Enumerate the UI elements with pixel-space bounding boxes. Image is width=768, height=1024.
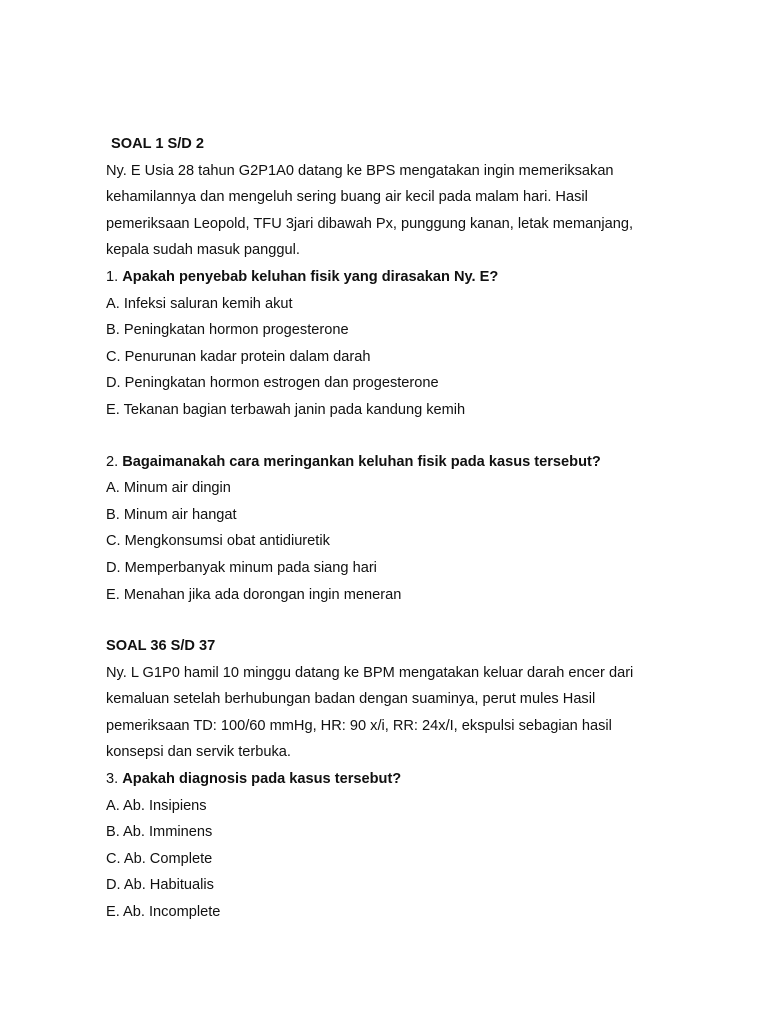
question-number: 3. <box>106 771 119 788</box>
answer-option: C. Penurunan kadar protein dalam darah <box>106 348 371 365</box>
question-number: 2. <box>106 453 119 470</box>
section-heading: SOAL 1 S/D 2 <box>111 136 204 152</box>
answer-option: A. Ab. Insipiens <box>106 797 207 814</box>
section-heading: SOAL 36 S/D 37 <box>106 638 216 655</box>
answer-option: B. Ab. Imminens <box>106 824 213 841</box>
question-number: 1. <box>106 268 119 285</box>
case-line: kepala sudah masuk panggul. <box>106 242 300 259</box>
answer-option: E. Ab. Incomplete <box>106 904 221 921</box>
case-line: Ny. E Usia 28 tahun G2P1A0 datang ke BPS mengatakan ingin memeriksakan <box>106 162 614 179</box>
question-1 <box>106 264 706 424</box>
case-line: pemeriksaan TD: 100/60 mmHg, HR: 90 x/i, RR: 24x/I, ekspulsi sebagian hasil <box>106 717 612 734</box>
question-2 <box>106 449 706 609</box>
answer-option: B. Peningkatan hormon progesterone <box>106 322 349 339</box>
answer-option: D. Memperbanyak minum pada siang hari <box>106 559 377 576</box>
question-line <box>106 766 706 793</box>
question-line <box>106 449 706 476</box>
answer-option: A. Minum air dingin <box>106 480 231 497</box>
spacer <box>106 608 706 633</box>
question-stem: Bagaimanakah cara meringankan keluhan fisik pada kasus tersebut? <box>122 453 601 470</box>
answer-option: E. Tekanan bagian terbawah janin pada kandung kemih <box>106 401 466 418</box>
section-1 <box>106 131 706 608</box>
question-line <box>106 264 706 291</box>
case-line: kehamilannya dan mengeluh sering buang air kecil pada malam hari. Hasil <box>106 189 588 206</box>
question-3 <box>106 766 706 926</box>
answer-option: D. Ab. Habitualis <box>106 877 214 894</box>
answer-option: E. Menahan jika ada dorongan ingin meneran <box>106 586 402 603</box>
answer-option: D. Peningkatan hormon estrogen dan progesterone <box>106 375 439 392</box>
document-page <box>106 131 706 926</box>
question-stem: Apakah diagnosis pada kasus tersebut? <box>122 771 402 788</box>
answer-option: C. Ab. Complete <box>106 850 213 867</box>
question-stem: Apakah penyebab keluhan fisik yang dirasakan Ny. E? <box>122 268 499 285</box>
case-description <box>106 660 706 766</box>
section-2 <box>106 633 706 926</box>
case-line: konsepsi dan servik terbuka. <box>106 744 291 761</box>
case-line: kemaluan setelah berhubungan badan dengan suaminya, perut mules Hasil <box>106 691 596 708</box>
answer-option: C. Mengkonsumsi obat antidiuretik <box>106 533 330 550</box>
case-description <box>106 158 706 264</box>
case-line: pemeriksaan Leopold, TFU 3jari dibawah Px, punggung kanan, letak memanjang, <box>106 215 634 232</box>
spacer <box>106 424 706 449</box>
answer-option: A. Infeksi saluran kemih akut <box>106 295 293 312</box>
answer-option: B. Minum air hangat <box>106 506 237 523</box>
case-line: Ny. L G1P0 hamil 10 minggu datang ke BPM mengatakan keluar darah encer dari <box>106 664 634 681</box>
